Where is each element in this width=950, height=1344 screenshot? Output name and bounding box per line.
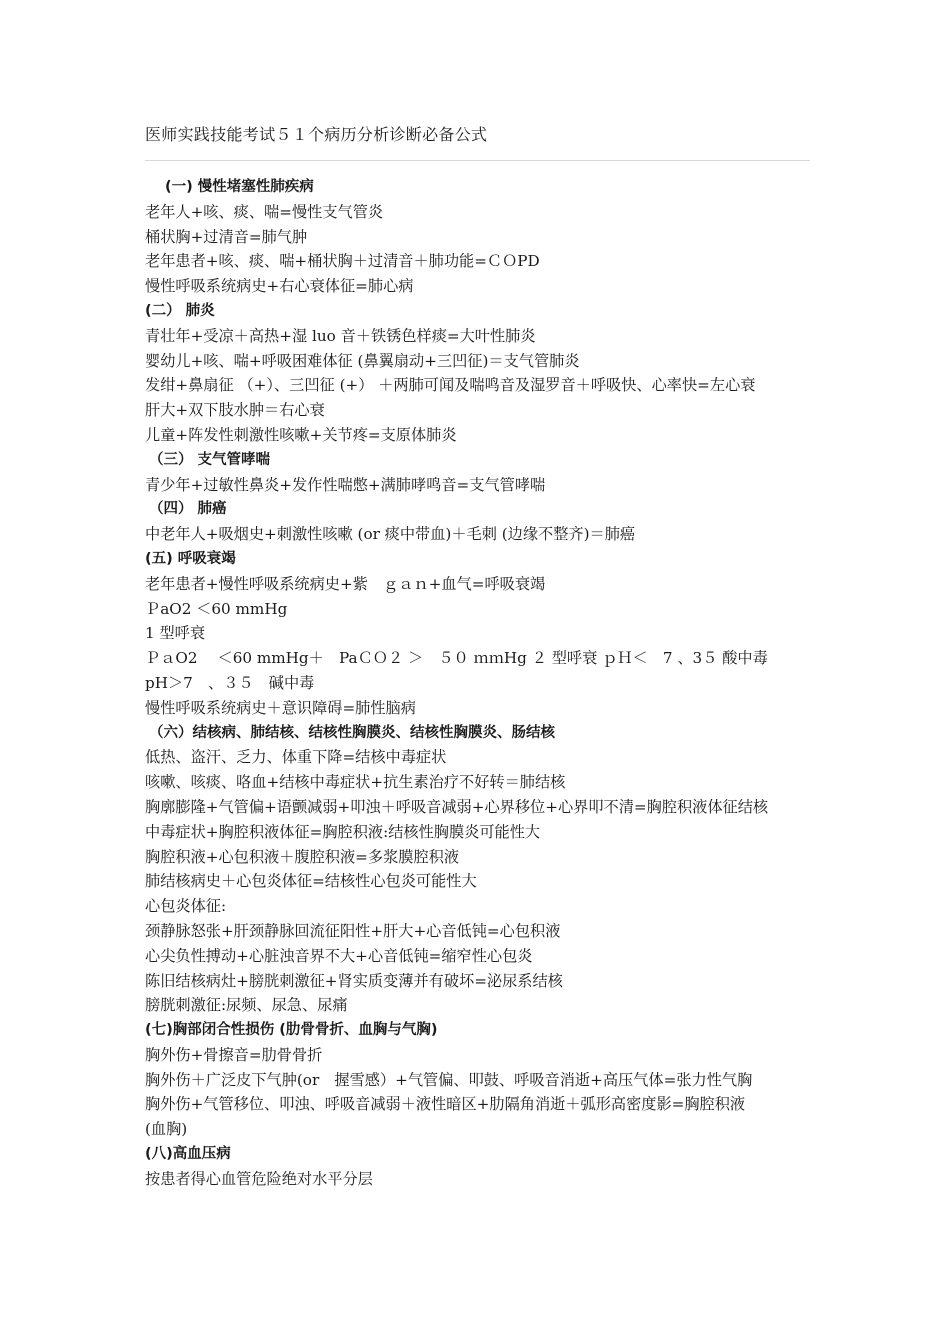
formula-line: 慢性呼吸系统病史+右心衰体征=肺心病 <box>145 277 414 296</box>
document-body <box>145 175 810 1192</box>
document-title: 医师实践技能考试５１个病历分析诊断必备公式 <box>145 125 488 144</box>
formula-line: ＰaO2 ＜60 mmHg <box>145 599 288 618</box>
formula-line: 发绀+鼻扇征 （+）、三凹征 (+） ＋两肺可闻及喘鸣音及湿罗音＋呼吸快、心率快=左心衰 <box>145 376 756 395</box>
formula-line: 青壮年+受凉＋高热+湿 luo 音＋铁锈色样痰=大叶性肺炎 <box>145 326 536 345</box>
formula-line: 肝大+双下肢水肿＝右心衰 <box>145 401 325 420</box>
section-heading: (八)高血压病 <box>145 1146 231 1163</box>
section-heading: （六）结核病、肺结核、结核性胸膜炎、结核性胸膜炎、肠结核 <box>149 724 555 741</box>
formula-line: 咳嗽、咳痰、咯血+结核中毒症状+抗生素治疗不好转＝肺结核 <box>145 773 566 792</box>
formula-line: 青少年+过敏性鼻炎+发作性喘憋+满肺哮鸣音=支气管哮喘 <box>145 475 546 494</box>
formula-line: 胸外伤+骨擦音=肋骨骨折 <box>145 1045 323 1064</box>
formula-line: 胸廓膨隆+气管偏+语颤减弱+叩浊＋呼吸音减弱+心界移位+心界叩不清=胸腔积液体征结核 <box>145 797 769 816</box>
section-heading: （四） 肺癌 <box>149 501 227 518</box>
formula-line: 心包炎体征: <box>145 897 227 916</box>
formula-line: 颈静脉怒张+肝颈静脉回流征阳性+肝大+心音低钝=心包积液 <box>145 921 561 940</box>
formula-line: 中毒症状+胸腔积液体征=胸腔积液:结核性胸膜炎可能性大 <box>145 822 541 841</box>
formula-line: 心尖负性搏动+心脏浊音界不大+心音低钝=缩窄性心包炎 <box>145 946 533 965</box>
formula-line: 胸外伤＋广泛皮下气肿(or 握雪感）+气管偏、叩鼓、呼吸音消逝+高压气体=张力性气胸 <box>145 1070 753 1089</box>
section-heading: (一) 慢性堵塞性肺疾病 <box>165 179 314 195</box>
formula-line: 陈旧结核病灶+膀胱刺激征+肾实质变薄并有破坏=泌尿系结核 <box>145 971 563 990</box>
formula-line: 老年患者+慢性呼吸系统病史+紫 ｇａｎ+血气=呼吸衰竭 <box>145 574 546 593</box>
formula-line: 桶状胸+过清音=肺气肿 <box>145 227 308 246</box>
formula-line: 肺结核病史＋心包炎体征=结核性心包炎可能性大 <box>145 872 477 891</box>
formula-line: pH＞7 、３５ 碱中毒 <box>145 673 315 692</box>
formula-line: 儿童+阵发性刺激性咳嗽+关节疼=支原体肺炎 <box>145 425 457 444</box>
section-heading: (七)胸部闭合性损伤 (肋骨骨折、血胸与气胸) <box>145 1022 438 1039</box>
formula-line: 老年患者+咳、痰、喘+桶状胸＋过清音＋肺功能=ＣＯPD <box>145 252 540 271</box>
formula-line: 慢性呼吸系统病史＋意识障碍=肺性脑病 <box>145 698 416 717</box>
document-page <box>145 120 810 1192</box>
formula-line: 胸外伤+气管移位、叩浊、呼吸音减弱＋液性暗区+肋隔角消逝＋弧形高密度影=胸腔积液 <box>145 1095 746 1114</box>
formula-line: ＰａO2 ＜60 mmHg＋ PaＣＯ２ ＞ ５０ ｍｍHg ２ 型呼衰 ｐＨ＜ 7 、3５ 酸中毒 <box>145 649 768 668</box>
title-divider <box>145 160 810 161</box>
formula-line: (血胸) <box>145 1120 188 1139</box>
formula-line: 膀胱刺激征:尿频、尿急、尿痛 <box>145 996 348 1015</box>
formula-line: 按患者得心血管危险绝对水平分层 <box>145 1169 373 1188</box>
formula-line: 低热、盗汗、乏力、体重下降=结核中毒症状 <box>145 748 447 767</box>
formula-line: 胸腔积液+心包积液＋腹腔积液=多浆膜腔积液 <box>145 847 460 866</box>
section-heading: (二） 肺炎 <box>145 302 215 319</box>
formula-line: 老年人+咳、痰、喘=慢性支气管炎 <box>145 202 384 221</box>
section-heading: （三） 支气管哮喘 <box>149 451 271 468</box>
formula-line: 中老年人+吸烟史+刺激性咳嗽 (or 痰中带血)＋毛刺 (边缘不整齐)＝肺癌 <box>145 525 636 544</box>
formula-line: 婴幼儿+咳、喘+呼吸困难体征 (鼻翼扇动+三凹征)＝支气管肺炎 <box>145 351 580 370</box>
section-heading: (五) 呼吸衰竭 <box>145 550 236 567</box>
formula-line: 1 型呼衰 <box>145 624 206 643</box>
